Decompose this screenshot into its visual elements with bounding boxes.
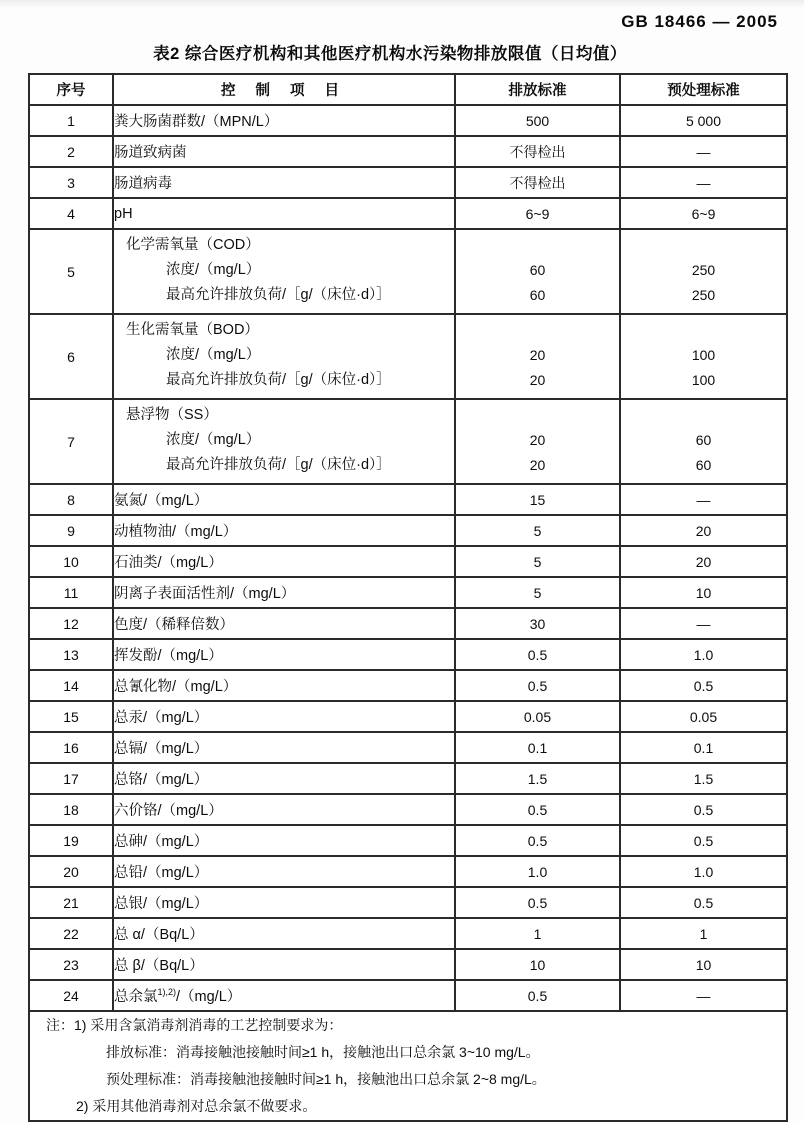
header-row xyxy=(29,74,787,105)
item-cell: 石油类/（mg/L） xyxy=(113,546,455,577)
table-row xyxy=(29,856,787,887)
pretreatment-cell: — xyxy=(620,136,787,167)
discharge-value-line xyxy=(456,233,619,258)
discharge-cell: 1 xyxy=(455,918,620,949)
scan-artifact-strip xyxy=(0,0,804,7)
item-cell xyxy=(113,980,455,1011)
item-cell: 总镉/（mg/L） xyxy=(113,732,455,763)
item-cell: 肠道病毒 xyxy=(113,167,455,198)
table-row xyxy=(29,399,787,484)
table-header xyxy=(29,74,787,105)
row-number-cell: 22 xyxy=(29,918,113,949)
pretreatment-cell: 20 xyxy=(620,546,787,577)
table-row xyxy=(29,484,787,515)
header-pretreatment-standard: 预处理标准 xyxy=(620,74,787,105)
pretreatment-cell: — xyxy=(620,980,787,1011)
item-cell: 色度/（稀释倍数） xyxy=(113,608,455,639)
table-row xyxy=(29,918,787,949)
row-number-cell: 19 xyxy=(29,825,113,856)
pretreatment-cell: 0.5 xyxy=(620,887,787,918)
discharge-cell: 6~9 xyxy=(455,198,620,229)
row-number-cell: 16 xyxy=(29,732,113,763)
limits-table xyxy=(28,73,788,1122)
header-control-item: 控 制 项 目 xyxy=(113,74,455,105)
pretreatment-cell: 0.1 xyxy=(620,732,787,763)
note-line: 2) 采用其他消毒剂对总余氯不做要求。 xyxy=(76,1098,317,1114)
table-row xyxy=(29,670,787,701)
pretreatment-value-line: 250 xyxy=(691,287,716,303)
row-number-cell: 10 xyxy=(29,546,113,577)
discharge-cell: 5 xyxy=(455,577,620,608)
discharge-cell xyxy=(455,314,620,399)
discharge-cell: 0.5 xyxy=(455,825,620,856)
table-title: 表2 综合医疗机构和其他医疗机构水污染物排放限值（日均值） xyxy=(153,45,627,63)
discharge-cell: 5 xyxy=(455,546,620,577)
discharge-cell: 10 xyxy=(455,949,620,980)
discharge-value-line: 20 xyxy=(529,457,546,473)
table-row xyxy=(29,515,787,546)
header-serial: 序号 xyxy=(29,74,113,105)
item-group-label: 悬浮物（SS） xyxy=(126,407,218,423)
discharge-cell: 不得检出 xyxy=(455,167,620,198)
item-sub-label: 浓度/（mg/L） xyxy=(166,262,261,278)
item-label-unit: /（mg/L） xyxy=(176,989,242,1005)
footnote-marker: 1),2) xyxy=(157,987,177,998)
table-row xyxy=(29,136,787,167)
discharge-value-line: 20 xyxy=(529,347,546,363)
item-cell: pH xyxy=(113,198,455,229)
discharge-cell: 0.05 xyxy=(455,701,620,732)
pretreatment-value-line xyxy=(621,233,786,258)
discharge-cell xyxy=(455,399,620,484)
note-line: 排放标准：消毒接触池接触时间≥1 h，接触池出口总余氯 3~10 mg/L。 xyxy=(106,1044,540,1060)
table-row xyxy=(29,105,787,136)
item-cell: 肠道致病菌 xyxy=(113,136,455,167)
discharge-value-line: 60 xyxy=(529,287,546,303)
discharge-cell: 1.5 xyxy=(455,763,620,794)
row-number-cell: 18 xyxy=(29,794,113,825)
pretreatment-value-line xyxy=(621,318,786,343)
item-cell: 总氰化物/（mg/L） xyxy=(113,670,455,701)
table-row xyxy=(29,980,787,1011)
discharge-value-line xyxy=(456,403,619,428)
pretreatment-value-line: 250 xyxy=(691,262,716,278)
discharge-cell: 0.5 xyxy=(455,794,620,825)
pretreatment-cell: — xyxy=(620,167,787,198)
note-line: 预处理标准：消毒接触池接触时间≥1 h，接触池出口总余氯 2~8 mg/L。 xyxy=(106,1071,546,1087)
row-number-cell: 11 xyxy=(29,577,113,608)
item-cell: 粪大肠菌群数/（MPN/L） xyxy=(113,105,455,136)
item-cell xyxy=(113,314,455,399)
discharge-cell: 500 xyxy=(455,105,620,136)
row-number-cell: 7 xyxy=(29,399,113,484)
row-number-cell: 20 xyxy=(29,856,113,887)
discharge-value-line: 60 xyxy=(529,262,546,278)
standard-number: GB 18466 — 2005 xyxy=(621,12,778,31)
pretreatment-cell: 10 xyxy=(620,577,787,608)
item-cell: 总 β/（Bq/L） xyxy=(113,949,455,980)
discharge-cell: 不得检出 xyxy=(455,136,620,167)
row-number-cell: 13 xyxy=(29,639,113,670)
item-group-label: 生化需氧量（BOD） xyxy=(126,322,259,338)
item-cell: 总 α/（Bq/L） xyxy=(113,918,455,949)
item-sub-label: 浓度/（mg/L） xyxy=(166,347,261,363)
discharge-value-line: 20 xyxy=(529,372,546,388)
table-row xyxy=(29,167,787,198)
discharge-cell: 0.5 xyxy=(455,887,620,918)
row-number-cell: 15 xyxy=(29,701,113,732)
discharge-cell xyxy=(455,229,620,314)
table-body xyxy=(29,105,787,1121)
header-discharge-standard: 排放标准 xyxy=(455,74,620,105)
discharge-cell: 15 xyxy=(455,484,620,515)
item-cell: 总银/（mg/L） xyxy=(113,887,455,918)
row-number-cell: 2 xyxy=(29,136,113,167)
pretreatment-cell: 10 xyxy=(620,949,787,980)
table-row xyxy=(29,229,787,314)
pretreatment-cell: 1 xyxy=(620,918,787,949)
notes-row xyxy=(29,1011,787,1121)
item-group-label: 化学需氧量（COD） xyxy=(126,237,260,253)
row-number-cell: 17 xyxy=(29,763,113,794)
item-cell: 挥发酚/（mg/L） xyxy=(113,639,455,670)
row-number-cell: 9 xyxy=(29,515,113,546)
row-number-cell: 3 xyxy=(29,167,113,198)
pretreatment-cell: 5 000 xyxy=(620,105,787,136)
pretreatment-cell: 0.5 xyxy=(620,794,787,825)
discharge-cell: 0.1 xyxy=(455,732,620,763)
discharge-cell: 0.5 xyxy=(455,639,620,670)
pretreatment-cell xyxy=(620,314,787,399)
item-sub-label: 最高允许排放负荷/［g/（床位·d）］ xyxy=(166,457,391,473)
table-row xyxy=(29,701,787,732)
pretreatment-value-line xyxy=(621,403,786,428)
row-number-cell: 1 xyxy=(29,105,113,136)
pretreatment-cell: — xyxy=(620,484,787,515)
item-sub-label: 浓度/（mg/L） xyxy=(166,432,261,448)
item-cell: 六价铬/（mg/L） xyxy=(113,794,455,825)
discharge-cell: 0.5 xyxy=(455,980,620,1011)
pretreatment-value-line: 60 xyxy=(695,432,712,448)
pretreatment-value-line: 100 xyxy=(691,347,716,363)
item-sub-label: 最高允许排放负荷/［g/（床位·d）］ xyxy=(166,372,391,388)
pretreatment-cell: 1.5 xyxy=(620,763,787,794)
pretreatment-value-line: 60 xyxy=(695,457,712,473)
row-number-cell: 4 xyxy=(29,198,113,229)
row-number-cell: 5 xyxy=(29,229,113,314)
item-cell: 动植物油/（mg/L） xyxy=(113,515,455,546)
table-row xyxy=(29,546,787,577)
table-row xyxy=(29,763,787,794)
discharge-value-line: 20 xyxy=(529,432,546,448)
row-number-cell: 8 xyxy=(29,484,113,515)
item-cell: 总铅/（mg/L） xyxy=(113,856,455,887)
pretreatment-cell: 6~9 xyxy=(620,198,787,229)
row-number-cell: 23 xyxy=(29,949,113,980)
item-cell xyxy=(113,229,455,314)
item-sub-label: 最高允许排放负荷/［g/（床位·d）］ xyxy=(166,287,391,303)
row-number-cell: 12 xyxy=(29,608,113,639)
item-label: 总余氯 xyxy=(114,989,158,1005)
discharge-value-line xyxy=(456,318,619,343)
discharge-cell: 0.5 xyxy=(455,670,620,701)
pretreatment-cell: 1.0 xyxy=(620,856,787,887)
pretreatment-cell: 20 xyxy=(620,515,787,546)
table-row xyxy=(29,314,787,399)
item-cell: 总砷/（mg/L） xyxy=(113,825,455,856)
table-row xyxy=(29,198,787,229)
pretreatment-cell: 0.05 xyxy=(620,701,787,732)
pretreatment-cell xyxy=(620,399,787,484)
discharge-cell: 1.0 xyxy=(455,856,620,887)
pretreatment-cell: 0.5 xyxy=(620,670,787,701)
item-cell: 阴离子表面活性剂/（mg/L） xyxy=(113,577,455,608)
discharge-cell: 5 xyxy=(455,515,620,546)
table-row xyxy=(29,639,787,670)
table-row xyxy=(29,949,787,980)
pretreatment-cell: 0.5 xyxy=(620,825,787,856)
table-row xyxy=(29,608,787,639)
table-row xyxy=(29,825,787,856)
note-line: 注：1) 采用含氯消毒剂消毒的工艺控制要求为： xyxy=(46,1017,343,1033)
pretreatment-value-line: 100 xyxy=(691,372,716,388)
row-number-cell: 6 xyxy=(29,314,113,399)
item-cell: 总铬/（mg/L） xyxy=(113,763,455,794)
table-row xyxy=(29,794,787,825)
row-number-cell: 21 xyxy=(29,887,113,918)
item-cell: 氨氮/（mg/L） xyxy=(113,484,455,515)
notes-cell xyxy=(29,1011,787,1121)
pretreatment-cell: 1.0 xyxy=(620,639,787,670)
row-number-cell: 14 xyxy=(29,670,113,701)
discharge-cell: 30 xyxy=(455,608,620,639)
pretreatment-cell xyxy=(620,229,787,314)
item-cell: 总汞/（mg/L） xyxy=(113,701,455,732)
table-row xyxy=(29,577,787,608)
table-row xyxy=(29,887,787,918)
row-number-cell: 24 xyxy=(29,980,113,1011)
item-cell xyxy=(113,399,455,484)
table-row xyxy=(29,732,787,763)
pretreatment-cell: — xyxy=(620,608,787,639)
